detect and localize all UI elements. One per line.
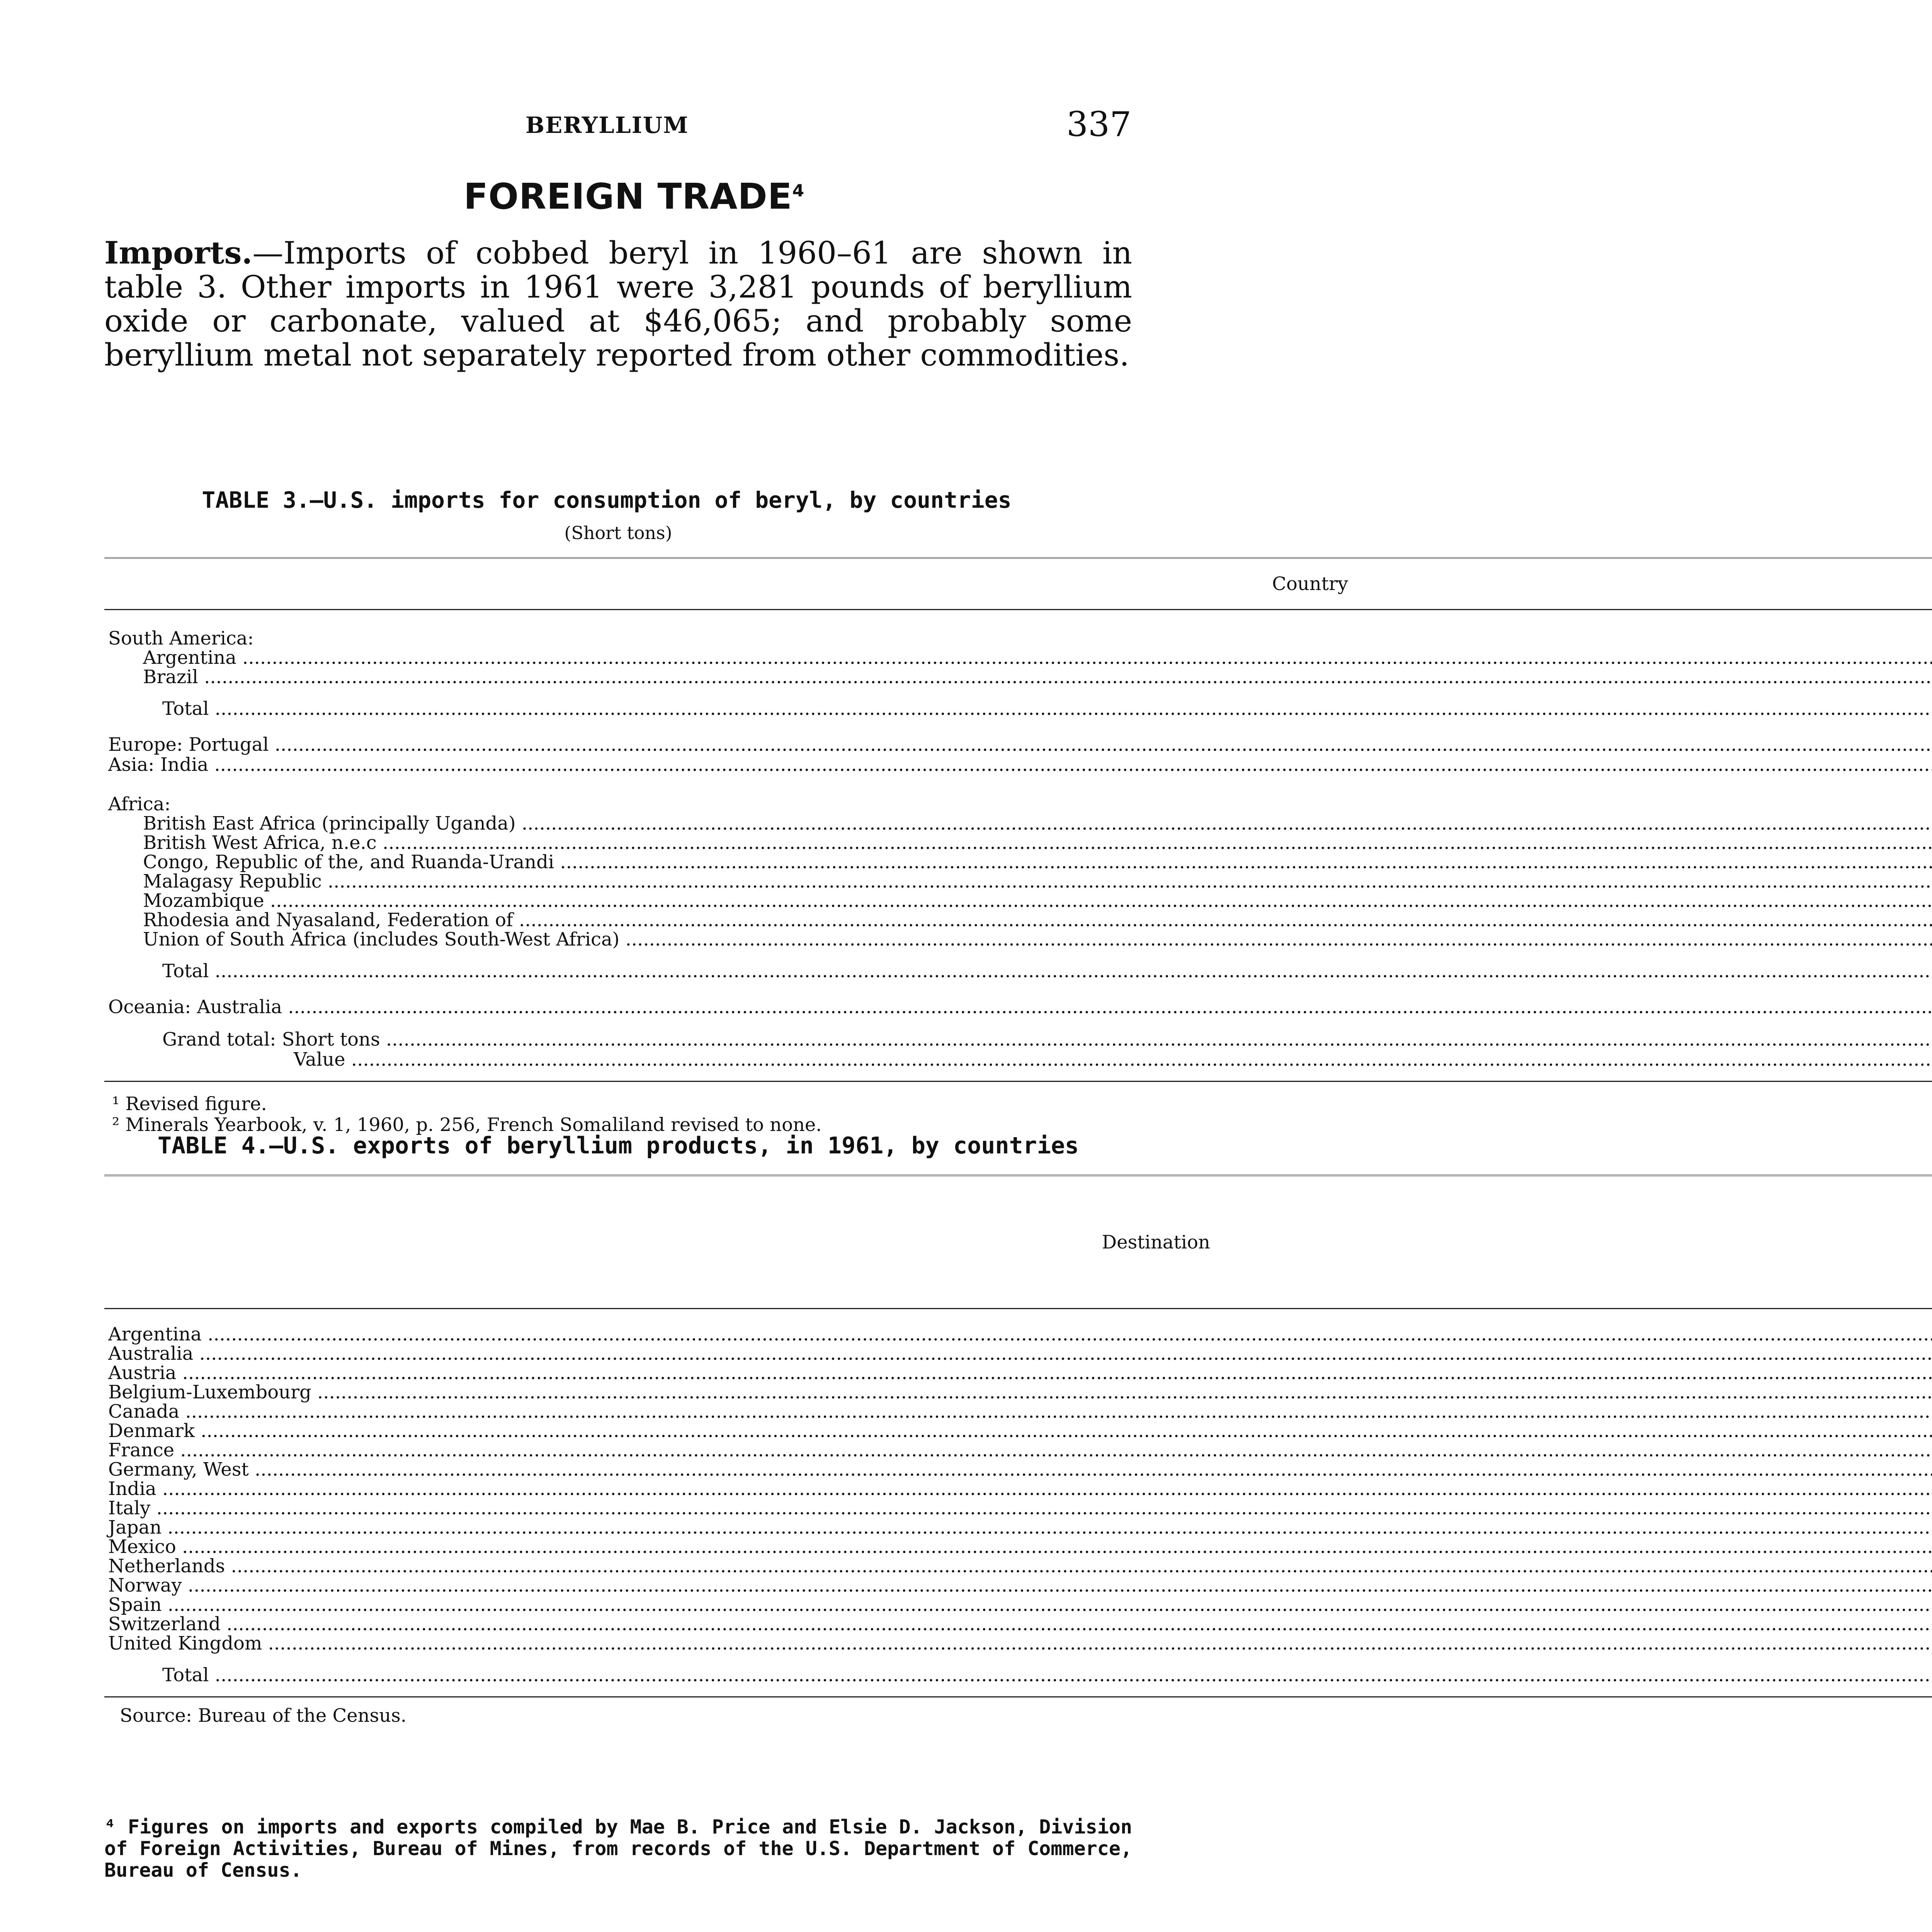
row-label: Japan ..... <box>108 1517 1932 1538</box>
row-label: Grand total: Short tons ..... <box>162 1029 1932 1050</box>
table-row <box>104 1518 1932 1537</box>
table-row <box>104 1344 1932 1363</box>
table-row <box>104 1614 1932 1634</box>
table-row <box>104 1479 1932 1498</box>
row-label: Austria ..... <box>108 1362 1932 1384</box>
section-footnote-mark: 4 <box>792 181 805 201</box>
table3-footnotes <box>104 1094 1132 1135</box>
table-row <box>104 1634 1932 1654</box>
table-row <box>104 910 1932 930</box>
running-title: BERYLLIUM <box>526 112 689 138</box>
total-row <box>104 687 1932 720</box>
intro-paragraph <box>104 236 1132 372</box>
table-row <box>104 648 1932 667</box>
row-label: India ..... <box>108 1478 1932 1500</box>
row-label: Mozambique ..... <box>143 890 1932 912</box>
table-row <box>104 1363 1932 1383</box>
table-row <box>104 667 1932 687</box>
table-row <box>104 1309 1932 1344</box>
table-row <box>104 1460 1932 1479</box>
row-label: Switzerland ..... <box>108 1613 1932 1635</box>
table-row <box>104 1498 1932 1518</box>
row-label: Total ..... <box>162 960 1932 982</box>
row-label: Argentina ..... <box>143 647 1932 668</box>
table4-source: Source: Bureau of the Census. <box>120 1704 406 1726</box>
row-label: Total ..... <box>162 1664 1932 1686</box>
row-label: British East Africa (principally Uganda) ..... <box>143 813 1932 834</box>
table-row <box>104 814 1932 833</box>
row-label: Malagasy Republic ..... <box>143 871 1932 892</box>
table3-unit: (Short tons) <box>564 522 672 543</box>
grand-value-row <box>104 1050 1932 1082</box>
total-row <box>104 950 1932 982</box>
table4-caption: TABLE 4.—U.S. exports of beryllium products, in 1961, by countries <box>157 1132 1079 1159</box>
page-footnote: ⁴ Figures on imports and exports compiled by Mae B. Price and Elsie D. Jackson, Division of Foreign Activities, Bureau of Mines, from records of the U.S. Department of Commerce, Bureau of Census. <box>104 1816 1132 1881</box>
row-label: Italy ..... <box>108 1497 1932 1519</box>
table3 <box>104 557 1932 1082</box>
intro-text: —Imports of cobbed beryl in 1960–61 are shown in table 3. Other imports in 1961 were 3,281 pounds of beryllium oxide or carbonate, valued at $46,065; and probably some beryllium metal not separately reported from other commodities. <box>104 235 1132 373</box>
table-row <box>104 930 1932 950</box>
row-label: Canada ..... <box>108 1401 1932 1422</box>
table-row <box>104 1537 1932 1556</box>
row-label: Europe: Portugal ..... <box>108 734 1932 755</box>
table3-caption: TABLE 3.—U.S. imports for consumption of beryl, by countries <box>202 487 1012 513</box>
page-number: 337 <box>1066 104 1131 144</box>
table4 <box>104 1175 1932 1697</box>
table-row <box>104 1421 1932 1440</box>
table-row <box>104 755 1932 775</box>
footnote-1: ¹ Revised figure. <box>112 1093 267 1115</box>
total-row <box>104 1654 1932 1697</box>
section-title <box>464 176 804 217</box>
table3-block <box>104 487 1348 1136</box>
intro-lead: Imports. <box>104 235 253 271</box>
table4-group-header-row <box>104 1175 1932 1260</box>
row-label: Norway ..... <box>108 1575 1932 1596</box>
table3-header-row <box>104 558 1932 610</box>
africa-label: Africa: <box>108 793 171 815</box>
row-label: Belgium-Luxembourg ..... <box>108 1381 1932 1403</box>
row-label: Brazil ..... <box>143 666 1932 688</box>
col-destination-header: Destination <box>1102 1231 1210 1253</box>
col-country-header: Country <box>1272 573 1348 595</box>
table-row <box>104 852 1932 872</box>
table-row <box>104 1402 1932 1421</box>
table-row <box>104 982 1932 1018</box>
table4-block <box>104 1132 1210 1726</box>
row-label: Australia ..... <box>108 1343 1932 1364</box>
table-row <box>104 1440 1932 1460</box>
south-america-label: South America: <box>108 628 254 649</box>
row-label: Total ..... <box>162 698 1932 719</box>
grand-total-row <box>104 1018 1932 1050</box>
row-label: Rhodesia and Nyasaland, Federation of ..... <box>143 909 1932 931</box>
row-label: Netherlands ..... <box>108 1555 1932 1577</box>
row-label: United Kingdom ..... <box>108 1633 1932 1654</box>
row-label: Spain ..... <box>108 1594 1932 1616</box>
table-row <box>104 1556 1932 1576</box>
row-label: Value ..... <box>294 1049 1932 1070</box>
row-label: Denmark ..... <box>108 1420 1932 1442</box>
table-row <box>104 872 1932 891</box>
row-label: Argentina ..... <box>108 1323 1932 1345</box>
row-label: Congo, Republic of the, and Ruanda-Urandi ..... <box>143 851 1932 873</box>
table-row <box>104 719 1932 755</box>
footnote-2: ² Minerals Yearbook, v. 1, 1960, p. 256, French Somaliland revised to none. <box>112 1114 822 1136</box>
table-row <box>104 1576 1932 1595</box>
table-row <box>104 1383 1932 1402</box>
row-label: Union of South Africa (includes South-West Africa) ..... <box>143 929 1932 950</box>
row-label: Asia: India ..... <box>108 754 1932 776</box>
section-title-text: FOREIGN TRADE <box>464 176 793 217</box>
row-label: France ..... <box>108 1439 1932 1461</box>
row-label: Mexico ..... <box>108 1536 1932 1558</box>
row-label: Oceania: Australia ..... <box>108 996 1932 1018</box>
table-row <box>104 1595 1932 1614</box>
table-row <box>104 891 1932 910</box>
row-label: Germany, West ..... <box>108 1459 1932 1480</box>
row-label: British West Africa, n.e.c ..... <box>143 832 1932 854</box>
table-row <box>104 833 1932 852</box>
